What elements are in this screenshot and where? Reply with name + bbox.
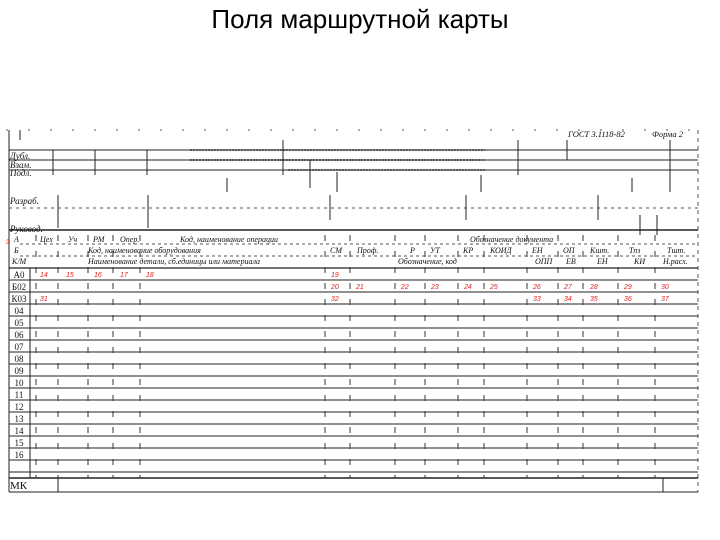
- hdr-ev: ЕВ: [566, 257, 576, 266]
- red-mark: 33: [533, 296, 541, 303]
- red-mark: 28: [590, 284, 598, 291]
- hdr-kk: К/М: [12, 257, 27, 266]
- hdr-uch: Уч: [68, 235, 78, 244]
- row-code: 06: [14, 330, 24, 340]
- row-code: 11: [14, 390, 24, 400]
- label-podl: Подл.: [10, 168, 32, 178]
- form-label: Форма 2: [652, 129, 683, 139]
- row-code: 05: [14, 318, 24, 328]
- red-mark: 21: [356, 284, 364, 291]
- row-code: 07: [14, 342, 24, 352]
- red-mark: 30: [661, 284, 669, 291]
- hdr-prof: Проф.: [357, 246, 379, 255]
- hdr-oboznach-kod: Обозначение, код: [398, 257, 457, 266]
- label-dubl: Дубл.: [10, 151, 31, 161]
- hdr-naim-detali: Наименование детали, сб.единицы или материала: [88, 257, 261, 266]
- red-mark: 34: [564, 296, 572, 303]
- red-mark: 29: [624, 284, 632, 291]
- row-code: 12: [14, 402, 24, 412]
- hdr-r: Р: [410, 246, 415, 255]
- hdr-kr: КР: [463, 246, 474, 255]
- hdr-ki: КИ: [634, 257, 646, 266]
- red-mark: 15: [66, 272, 74, 279]
- hdr-kod-obor: Код, наименование оборудования: [88, 246, 201, 255]
- row-code: 14: [14, 426, 24, 436]
- label-razrab: Разраб.: [10, 196, 39, 206]
- red-mark: 31: [40, 296, 48, 303]
- hdr-koid: КОИД: [490, 246, 512, 255]
- hdr-kpit: Кшт.: [590, 246, 610, 255]
- hdr-opp: ОПП: [535, 257, 553, 266]
- hdr-op: ОП: [563, 246, 575, 255]
- row-code: 08: [14, 354, 24, 364]
- side-red-mark: 3: [6, 240, 10, 246]
- hdr-b: Б: [14, 246, 19, 255]
- hdr-sm: СМ: [330, 246, 342, 255]
- red-mark: 35: [590, 296, 598, 303]
- red-mark: 27: [564, 284, 572, 291]
- red-mark: 23: [431, 284, 439, 291]
- red-mark: 14: [40, 272, 48, 279]
- gost-label: ГОСТ 3.1118-82: [568, 129, 625, 139]
- red-mark: 16: [94, 272, 102, 279]
- row-code: 16: [14, 450, 24, 460]
- hdr-ut: УТ: [430, 246, 440, 255]
- row-code: 13: [14, 414, 24, 424]
- hdr-tsekh: Цех: [40, 235, 53, 244]
- hdr-opr: Опер.: [120, 235, 140, 244]
- page-title: Поля маршрутной карты: [211, 4, 509, 34]
- row-code: 15: [14, 438, 24, 448]
- red-mark: 36: [624, 296, 632, 303]
- hdr-rm: РМ: [93, 235, 105, 244]
- red-mark: 20: [331, 284, 339, 291]
- hdr-oboznach-doc: Обозначение документа: [470, 235, 554, 244]
- red-mark: 19: [331, 272, 339, 279]
- hdr-en3: ЕН: [597, 257, 608, 266]
- hdr-tpz: Тпз: [629, 246, 641, 255]
- red-mark: 24: [464, 284, 472, 291]
- row-code: 10: [14, 378, 24, 388]
- row-code: 04: [14, 306, 24, 316]
- row-lines: [9, 280, 698, 472]
- row-code: А0: [13, 270, 25, 280]
- red-mark: 37: [661, 296, 669, 303]
- hdr-en: ЕН: [532, 246, 543, 255]
- label-vzam: Взам.: [10, 160, 32, 170]
- hdr-tsht: Тшт.: [667, 246, 686, 255]
- hdr-n-rask: Н.расх.: [663, 257, 688, 266]
- footer-mk: МК: [10, 480, 28, 492]
- red-mark: 18: [146, 272, 154, 279]
- red-mark: 32: [331, 296, 339, 303]
- red-mark: 26: [533, 284, 541, 291]
- hdr-kod-op: Код, наименование операции: [180, 235, 279, 244]
- hdr-a: А: [14, 235, 19, 244]
- red-mark: 22: [401, 284, 409, 291]
- red-mark: 25: [490, 284, 498, 291]
- column-separators: [36, 235, 655, 478]
- row-code: 09: [14, 366, 24, 376]
- row-code: Б02: [11, 282, 27, 292]
- label-rukovod: Руковод.: [10, 224, 43, 234]
- row-code: К03: [11, 294, 27, 304]
- red-mark: 17: [120, 272, 128, 279]
